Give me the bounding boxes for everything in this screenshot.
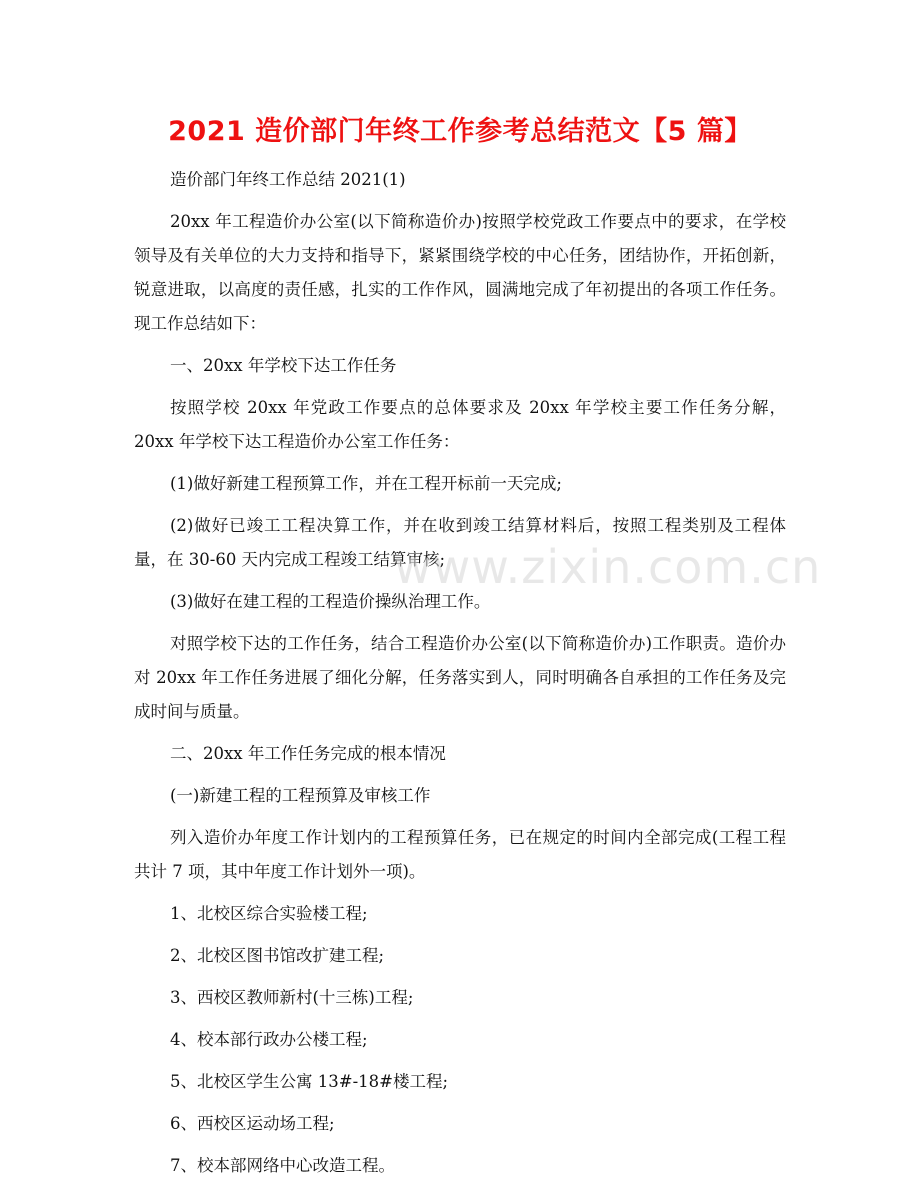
paragraph-task-breakdown: 对照学校下达的工作任务，结合工程造价办公室(以下简称造价办)工作职责。造价办对 20xx 年工作任务进展了细化分解，任务落实到人，同时明确各自承担的工作任务及完成时间与质量。 bbox=[134, 634, 786, 721]
list-item: 4、校本部行政办公楼工程; bbox=[170, 1030, 368, 1049]
paragraph-budget-tasks: 列入造价办年度工作计划内的工程预算任务，已在规定的时间内全部完成(工程工程共计 7 项，其中年度工作计划外一项)。 bbox=[134, 828, 786, 881]
list-item: 2、北校区图书馆改扩建工程; bbox=[170, 946, 385, 965]
list-item: 6、西校区运动场工程; bbox=[170, 1114, 335, 1133]
task-item-1: (1)做好新建工程预算工作，并在工程开标前一天完成; bbox=[170, 474, 562, 493]
list-item: 3、西校区教师新村(十三栋)工程; bbox=[170, 988, 414, 1007]
document-title: 2021 造价部门年终工作参考总结范文【5 篇】 bbox=[168, 116, 752, 147]
paragraph-intro: 20xx 年工程造价办公室(以下简称造价办)按照学校党政工作要点中的要求，在学校领导及有关单位的大力支持和指导下，紧紧围绕学校的中心任务，团结协作，开拓创新，锐意进取，以高度的责任感，扎实的工作作风，圆满地完成了年初提出的各项工作任务。现工作总结如下： bbox=[134, 212, 786, 333]
watermark-text: www.zixin.com.cn bbox=[394, 540, 822, 594]
document-body bbox=[134, 163, 786, 1183]
task-item-3: (3)做好在建工程的工程造价操纵治理工作。 bbox=[170, 592, 491, 611]
list-item: 1、北校区综合实验楼工程; bbox=[170, 904, 368, 923]
list-item: 7、校本部网络中心改造工程。 bbox=[170, 1156, 395, 1175]
section-heading-1: 一、20xx 年学校下达工作任务 bbox=[170, 356, 397, 375]
list-item: 5、北校区学生公寓 13#-18#楼工程; bbox=[170, 1072, 449, 1091]
task-item-2: (2)做好已竣工工程决算工作，并在收到竣工结算材料后，按照工程类别及工程体量，在 30-60 天内完成工程竣工结算审核; bbox=[134, 516, 786, 569]
section-heading-2: 二、20xx 年工作任务完成的根本情况 bbox=[170, 744, 446, 763]
subsection-heading-1: (一)新建工程的工程预算及审核工作 bbox=[170, 786, 431, 805]
paragraph-task-summary: 按照学校 20xx 年党政工作要点的总体要求及 20xx 年学校主要工作任务分解，20xx 年学校下达工程造价办公室工作任务： bbox=[134, 398, 786, 451]
paragraph-heading-1: 造价部门年终工作总结 2021(1) bbox=[170, 170, 406, 189]
